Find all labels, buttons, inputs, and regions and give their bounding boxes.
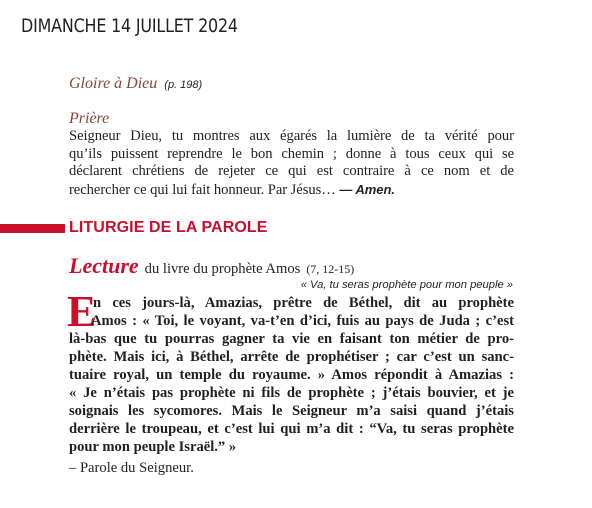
reading-line: « Je n’étais pas prophète ni fils de prophète ; j’étais bouvier, et je <box>69 385 514 401</box>
reading-line: derrière le troupeau, et c’est lui qui m’a dit : “Va, tu seras prophète <box>69 421 514 437</box>
page-date-header: DIMANCHE 14 JUILLET 2024 <box>21 16 238 37</box>
section-title: LITURGIE DE LA PAROLE <box>69 219 268 236</box>
priere-line: qu’ils puissent reprendre le bon chemin ; donne à tous ceux qui se <box>69 145 514 162</box>
reading-line: pour mon peuple Israël.” » <box>69 439 237 455</box>
lecture-source: du livre du prophète Amos <box>144 261 301 277</box>
priere-text <box>69 128 514 199</box>
lecture-reference: (7, 12-15) <box>306 262 355 276</box>
priere-line: rechercher ce qui lui fait honneur. Par Jésus… <box>69 181 336 198</box>
priere-line: Seigneur Dieu, tu montres aux égarés la lumière de ta vérité pour <box>69 128 514 144</box>
reading-line: n ces jours-là, Amazias, prêtre de Béthel, dit au prophète <box>93 295 514 311</box>
reading-line: là-bas que tu pourras gagner ta vie en faisant ton métier de pro- <box>69 331 514 347</box>
amen-response: — Amen. <box>339 181 395 197</box>
reading-line: tuaire royal, un temple du royaume. » Amos répondit à Amazias : <box>69 367 514 383</box>
lecture-heading <box>69 253 354 279</box>
priere-line: déclarent chrétiens de rejeter ce qui est contraire à ce nom et de <box>69 163 514 180</box>
gloire-heading <box>69 75 202 93</box>
gloire-title: Gloire à Dieu <box>69 75 158 92</box>
priere-line-last <box>69 181 514 200</box>
reading-line: phète. Mais ici, à Béthel, arrête de prophétiser ; car c’est un sanc- <box>69 349 514 365</box>
lecture-epigraph: « Va, tu seras prophète pour mon peuple » <box>300 279 513 291</box>
reading-line: Amos : « Toi, le voyant, va-t’en d’ici, fuis au pays de Juda ; c’est <box>91 313 514 329</box>
reading-line: soignais les sycomores. Mais le Seigneur m’a saisi quand j’étais <box>69 403 514 419</box>
priere-title: Prière <box>69 110 110 127</box>
closing-acclamation: – Parole du Seigneur. <box>69 460 194 476</box>
lecture-label: Lecture <box>69 253 139 278</box>
reading-text <box>69 294 514 456</box>
drop-cap: E <box>67 287 97 336</box>
section-marker-bar <box>0 224 65 233</box>
gloire-page-ref: (p. 198) <box>164 79 203 91</box>
